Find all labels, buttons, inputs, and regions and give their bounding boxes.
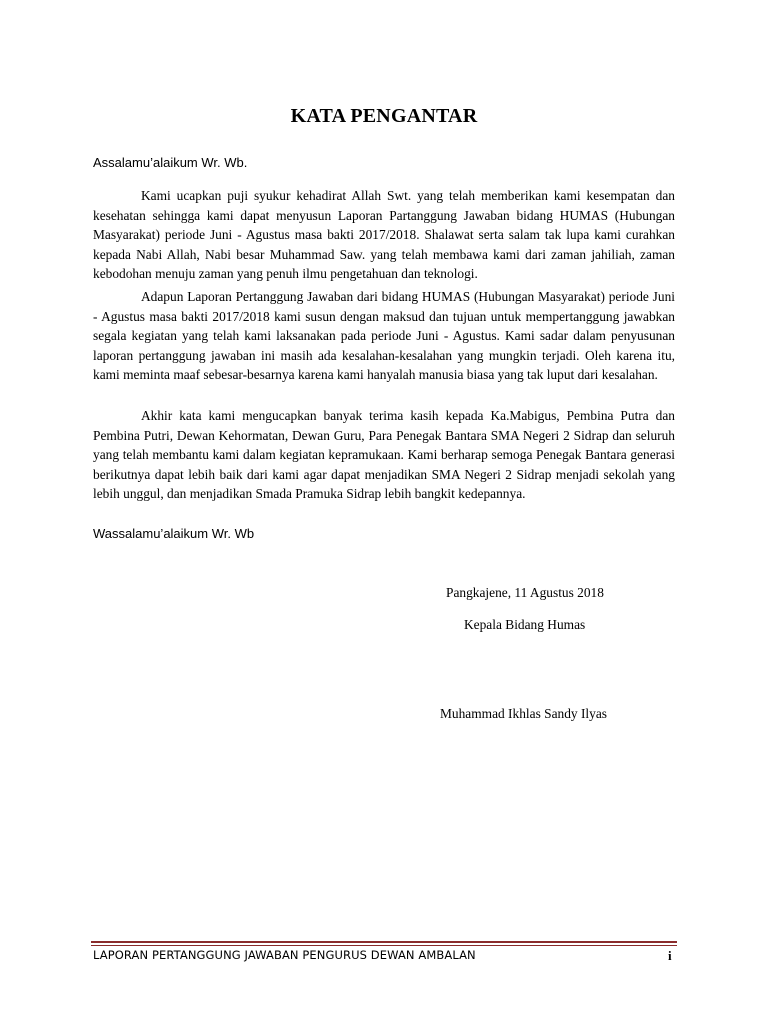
- closing-greeting: Wassalamu’alaikum Wr. Wb: [93, 526, 255, 541]
- signature-role: Kepala Bidang Humas: [464, 617, 586, 632]
- paragraph-1: Kami ucapkan puji syukur kehadirat Allah Swt. yang telah memberikan kami kesempatan dan kesehatan sehingga kami dapat menyusun Laporan Partanggung Jawaban bidang HUMAS (Hubungan Masyarakat) periode Juni - Agustus masa bakti 2017/2018. Shalawat serta salam tak lupa kami curahkan kepada Nabi Allah, Nabi besar Muhammad Saw. yang telah membawa kami dari zaman jahiliah, zaman kebodohan menuju zaman yang penuh ilmu pengetahuan dan teknologi.: [93, 188, 675, 281]
- paragraph-2: Adapun Laporan Pertanggung Jawaban dari bidang HUMAS (Hubungan Masyarakat) periode Juni - Agustus masa bakti 2017/2018 kami susun dengan maksud dan tujuan untuk mempertanggung jawabkan segala kegiatan yang telah kami laksanakan pada periode Juni - Agustus. Kami sadar dalam penyusunan laporan pertanggung jawaban ini masih ada kesalahan-kesalahan yang mungkin terjadi. Oleh karena itu, kami meminta maaf sebesar-besarnya karena kami hanyalah manusia biasa yang tak luput dari kesalahan.: [93, 289, 675, 382]
- page-number: i: [668, 948, 672, 963]
- signature-place-date: Pangkajene, 11 Agustus 2018: [446, 585, 604, 600]
- signature-name: Muhammad Ikhlas Sandy Ilyas: [440, 706, 607, 721]
- page-title: KATA PENGANTAR: [290, 105, 478, 127]
- paragraph-3: Akhir kata kami mengucapkan banyak terima kasih kepada Ka.Mabigus, Pembina Putra dan Pembina Putri, Dewan Kehormatan, Dewan Guru, Para Penegak Bantara SMA Negeri 2 Sidrap dan seluruh yang telah membantu kami dalam kegiatan kepramukaan. Kami berharap semoga Penegak Bantara generasi berikutnya dapat lebih baik dari kami agar dapat menjadikan SMA Negeri 2 Sidrap menjadi sekolah yang lebih unggul, dan menjadikan Smada Pramuka Sidrap lebih bangkit kedepannya.: [93, 408, 675, 501]
- footer-rule-thin: [91, 945, 677, 946]
- footer-rule-thick: [91, 941, 677, 943]
- footer-text: LAPORAN PERTANGGUNG JAWABAN PENGURUS DEWAN AMBALAN: [93, 948, 476, 962]
- opening-greeting: Assalamu’alaikum Wr. Wb.: [93, 155, 248, 170]
